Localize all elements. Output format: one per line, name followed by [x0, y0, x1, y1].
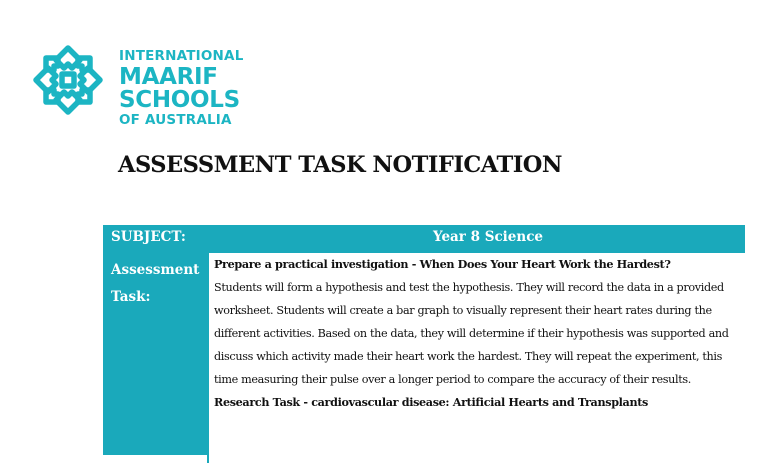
task-description: Students will form a hypothesis and test the hypothesis. They will record the data in a provided worksheet. Students will create a bar graph to visually represent their heart rates during the different activities. Based on the data, they will determine if their hypothesis was supported and discuss which activity made their heart work the hardest. They will repeat the experiment, this time measuring their pulse over a longer period to compare the accuracy of their results. — [214, 281, 729, 386]
assessment-task-label — [111, 257, 203, 311]
logo-line-of-australia: OF AUSTRALIA — [119, 111, 232, 128]
assessment-task-label-line1: Assessment — [111, 262, 200, 278]
subject-row — [103, 225, 745, 253]
assessment-task-label-line2: Task: — [111, 289, 151, 305]
logo-wordmark — [119, 50, 322, 127]
subject-label: SUBJECT: — [111, 229, 186, 245]
task-heading: Prepare a practical investigation - When Does Your Heart Work the Hardest? — [214, 257, 671, 271]
assessment-task-content — [214, 253, 742, 414]
school-logo — [32, 44, 322, 128]
page-title: ASSESSMENT TASK NOTIFICATION — [118, 152, 562, 178]
logo-line-maarif-schools: MAARIF SCHOOLS — [119, 63, 240, 113]
research-task-heading: Research Task - cardiovascular disease: Artificial Hearts and Transplants — [214, 395, 649, 409]
subject-value: Year 8 Science — [432, 229, 544, 245]
assessment-task-cell — [207, 253, 745, 463]
knot-emblem-icon — [32, 44, 104, 116]
assessment-table — [103, 225, 745, 455]
logo-line-international: INTERNATIONAL — [119, 48, 244, 64]
